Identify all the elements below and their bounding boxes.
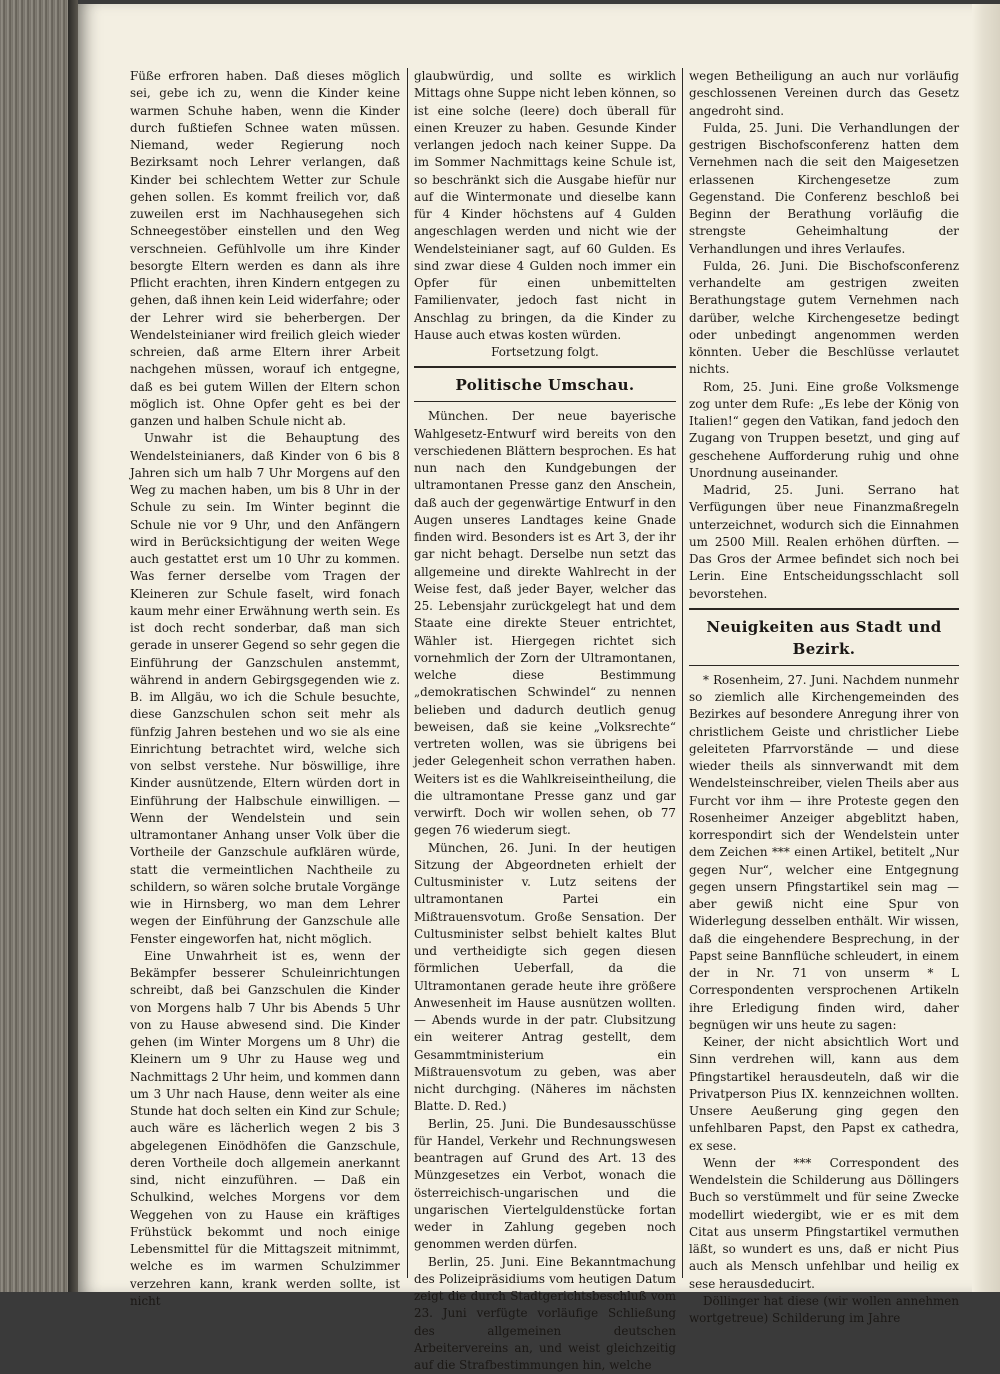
column-divider <box>407 68 408 1278</box>
section-rule <box>689 665 959 666</box>
column-3-paragraph: Fulda, 25. Juni. Die Verhandlungen der gestrigen Bischofsconferenz hatten dem Vernehmen nach die seit den Maigesetzen erlassenen Kirchengesetze zum Gegenstand. Die Conferenz beschloß bei Beginn der Berathung vorläufig die strengste Geheimhaltung der Verhandlungen und ihres Verlaufes. <box>689 120 959 258</box>
column-1-paragraph: Füße erfroren haben. Daß dieses möglich sei, gebe ich zu, wenn die Kinder keine warmen Schuhe haben, wenn die Kinder durch fußtiefen Schnee waten müssen. Niemand, weder Regierung noch Bezirksamt noch Lehrer verlangen, daß Kinder bei schlechtem Wetter zur Schule gehen sollen. Es kommt freilich vor, daß zuweilen erst im Nachhausegehen sich Schneegestöber einstellen und den Weg verschneien. Gefühlvolle um ihre Kinder besorgte Eltern werden es dann als ihre Pflicht erachten, ihren Kindern entgegen zu gehen, daß ihnen kein Leid widerfahre; oder der Lehrer wird sie beherbergen. Der Wendelsteinianer wird freilich gleich wieder schreien, daß arme Eltern ihrer Arbeit nachgehen müssen, worauf ich entgegne, daß es bei gutem Willen der Eltern schon möglich ist. Ohne Opfer geht es bei der ganzen und halben Schule nicht ab. <box>130 68 400 430</box>
column-1 <box>130 68 400 1310</box>
page-right-margin <box>972 4 1000 1292</box>
book-spine-edge <box>0 0 78 1292</box>
newspaper-page <box>78 4 1000 1292</box>
column-1-paragraph: Eine Unwahrheit ist es, wenn der Bekämpfer besserer Schuleinrichtungen schreibt, daß bei Ganzschulen die Kinder von Morgens halb 7 Uhr bis Abends 5 Uhr von zu Hause abwesend sind. Die Kinder gehen (im Winter Morgens um 8 Uhr) die Kleinern um 9 Uhr zu Hause weg und Nachmittags 2 Uhr heim, und kommen dann um 3 Uhr nach Hause, denn weiter als eine Stunde hat doch selten ein Kind zur Schule; auch wäre es lächerlich wegen 2 bis 3 abgelegenen Einödhöfen die Ganzschule, deren Vortheile doch allgemein anerkannt sind, nicht einzuführen. — Daß ein Schulkind, welches Morgens vor dem Weggehen von zu Hause ein kräftiges Frühstück bekommt und noch einige Lebensmittel für die Mittagszeit mitnimmt, welche es im warmen Schulzimmer verzehren kann, krank werden sollte, ist nicht <box>130 948 400 1310</box>
section-rule <box>689 608 959 610</box>
news-paragraph: Wenn der *** Correspondent des Wendelstein die Schilderung aus Döllingers Buch so verstümmelt und für seine Zwecke modellirt wiedergibt, wie er es mit dem Citat aus unserm Pfingstartikel vermuthen läßt, so wundert es uns, daß er nicht Pius auch als Mensch unfehlbar und heilig ex sese herausdeducirt. <box>689 1155 959 1293</box>
politics-paragraph: München. Der neue bayerische Wahlgesetz-Entwurf wird bereits von den verschiedenen Blättern besprochen. Es hat nun nach den Kundgebungen der ultramontanen Presse ganz den Anschein, daß auch der gegenwärtige Entwurf in den Augen unseres Landtages keine Gnade finden wird. Besonders ist es Art 3, der ihr gar nicht behagt. Derselbe nun setzt das allgemeine und direkte Wahlrecht in der Weise fest, daß jeder Bayer, welcher das 25. Lebensjahr zurückgelegt hat und dem Staate eine direkte Steuer entrichtet, Wähler ist. Hiergegen richtet sich vornehmlich der Zorn der Ultramontanen, welche diese Bestimmung „demokratischen Schwindel“ zu nennen belieben und dadurch deutlich genug beweisen, daß sie keine „Volksrechte“ vertreten wollen, was sie übrigens bei jeder Gelegenheit schon verrathen haben. Weiters ist es die Wahlkreiseintheilung, die die ultramontane Presse ganz und gar verwirft. Doch wir wollen sehen, ob 77 gegen 76 wiederum siegt. <box>414 408 676 839</box>
politics-paragraph: München, 26. Juni. In der heutigen Sitzung der Abgeordneten erhielt der Cultusminister v. Lutz seitens der ultramontanen Partei ein Mißtrauensvotum. Große Sensation. Der Cultusminister selbst behielt kaltes Blut und vertheidigte sich gegen diesen förmlichen Ueberfall, da die Ultramontanen gerade heute ihre größere Anwesenheit im Hause ausnützen wollten. — Abends wurde in der patr. Clubsitzung ein weiterer Antrag gestellt, dem Gesammtministerium ein Mißtrauensvotum zu geben, was aber nicht durchging. (Näheres im nächsten Blatte. D. Red.) <box>414 840 676 1116</box>
news-paragraph: Keiner, der nicht absichtlich Wort und Sinn verdrehen will, kann aus dem Pfingstartikel herausdeuteln, daß wir die Privatperson Pius IX. kennzeichnen wollten. Unsere Aeußerung ging gegen den unfehlbaren Papst, den Papst ex cathedra, ex sese. <box>689 1034 959 1155</box>
column-divider <box>682 68 683 1278</box>
continuation-note: Fortsetzung folgt. <box>414 344 676 361</box>
column-2 <box>414 68 676 1374</box>
column-2-intro: glaubwürdig, und sollte es wirklich Mittags ohne Suppe nicht leben können, so ist eine solche (leere) doch überall für einen Kreuzer zu haben. Gesunde Kinder verlangen jedoch nach keiner Suppe. Da im Sommer Nachmittags keine Schule ist, so beschränkt sich die Ausgabe hiefür nur auf die Wintermonate und dieselbe kann für 4 Kinder höchstens auf 4 Gulden angeschlagen werden und nicht wie der Wendelsteinianer sagt, auf 60 Gulden. Es sind zwar diese 4 Gulden noch immer ein Opfer für einen unbemittelten Familienvater, jedoch fast nicht in Anschlag zu bringen, da die Kinder zu Hause auch etwas kosten würden. <box>414 68 676 344</box>
column-3-paragraph: Madrid, 25. Juni. Serrano hat Verfügungen über neue Finanzmaßregeln unterzeichnet, wodurch sich die Einnahmen um 2500 Mill. Realen erhöhen dürften. — Das Gros der Armee befindet sich noch bei Lerin. Eine Entscheidungsschlacht soll bevorstehen. <box>689 482 959 603</box>
column-3-paragraph: Rom, 25. Juni. Eine große Volksmenge zog unter dem Rufe: „Es lebe der König von Italien!“ gegen den Vatikan, fand jedoch den Zugang von Truppen besetzt, und ging auf geschehene Aufforderung ruhig und ohne Unordnung auseinander. <box>689 379 959 483</box>
section-rule <box>414 401 676 402</box>
column-3 <box>689 68 959 1327</box>
section-heading-politics: Politische Umschau. <box>414 374 676 396</box>
politics-paragraph: Berlin, 25. Juni. Die Bundesausschüsse für Handel, Verkehr und Rechnungswesen beantragen auf Grund des Art. 13 des Münzgesetzes ein Verbot, wonach die österreichisch-ungarischen und die ungarischen Viertelguldenstücke fortan weder in Zahlung gegeben noch genommen werden dürfen. <box>414 1116 676 1254</box>
news-paragraph: * Rosenheim, 27. Juni. Nachdem nunmehr so ziemlich alle Kirchengemeinden des Bezirkes auf besondere Anregung ihrer von christlichem Geiste und christlicher Liebe geleiteten Pfarrvorstände — und diese wieder theils als sinnverwandt mit dem Wendelsteinschreiber, vielen Theils aber aus Furcht vor ihm — ihre Proteste gegen den Rosenheimer Anzeiger abgeblitzt haben, korrespondirt sich der Wendelstein unter dem Zeichen *** einen Artikel, betitelt „Nur gegen Nur“, welcher eine Entgegnung gegen unsern Pfingstartikel sein mag — aber gewiß nicht eine Spur von Widerlegung desselben enthält. Wir wissen, daß die eingehendere Besprechung, in der Papst seine Bannflüche schleudert, in einem der in Nr. 71 von unserm * L Correspondenten versprochenen Artikeln ihre Erledigung finden wird, daher begnügen wir uns heute zu sagen: <box>689 672 959 1034</box>
column-3-paragraph: wegen Betheiligung an auch nur vorläufig geschlossenen Vereinen durch das Gesetz angedroht sind. <box>689 68 959 120</box>
column-1-paragraph: Unwahr ist die Behauptung des Wendelsteinianers, daß Kinder von 6 bis 8 Jahren sich um halb 7 Uhr Morgens auf den Weg zu machen haben, um bis 8 Uhr in der Schule zu sein. Im Winter beginnt die Schule nie vor 9 Uhr, und den Anfängern wird in Berücksichtigung der weiten Wege auch gestattet erst um 10 Uhr zu kommen. Was ferner derselbe vom Tragen der Kleineren zur Schule faselt, wird fonach kaum mehr einer Erwähnung werth sein. Es ist doch recht sonderbar, daß man sich gerade in unserer Gegend so sehr gegen die Einführung der Ganzschulen anstemmt, während in andern Gebirgsgegenden wie z. B. im Allgäu, wo ich die Schule besuchte, diese Ganzschulen schon seit mehr als fünfzig Jahren bestehen und wo sie als eine Einrichtung betrachtet wird, welche sich von selbst verstehe. Nur böswillige, ihre Kinder ausnützende, Eltern würden dort in Einführung der Halbschule einwilligen. — Wenn der Wendelstein und sein ultramontaner Anhang unser Volk über die Vortheile der Ganzschule aufklären würde, statt die vermeintlichen Nachtheile zu schildern, so wären solche brutale Vorgänge wie in Hirnsberg, wo man dem Lehrer wegen der Einführung der Ganzschule alle Fenster eingeworfen hat, nicht möglich. <box>130 430 400 948</box>
section-heading-local-news: Neuigkeiten aus Stadt und Bezirk. <box>689 616 959 660</box>
column-3-paragraph: Fulda, 26. Juni. Die Bischofsconferenz verhandelte am gestrigen zweiten Berathungstage gutem Vernehmen nach darüber, welche Kirchengesetze bedingt oder unbedingt angenommen werden könnten. Ueber die Beschlüsse verlautet nichts. <box>689 258 959 379</box>
section-rule <box>414 366 676 368</box>
news-paragraph: Döllinger hat diese (wir wollen annehmen wortgetreue) Schilderung im Jahre <box>689 1293 959 1328</box>
politics-paragraph: Berlin, 25. Juni. Eine Bekanntmachung des Polizeipräsidiums vom heutigen Datum zeigt die durch Stadtgerichtsbeschluß vom 23. Juni verfügte vorläufige Schließung des allgemeinen deutschen Arbeitervereins an, und weist gleichzeitig auf die Strafbestimmungen hin, welche <box>414 1254 676 1374</box>
